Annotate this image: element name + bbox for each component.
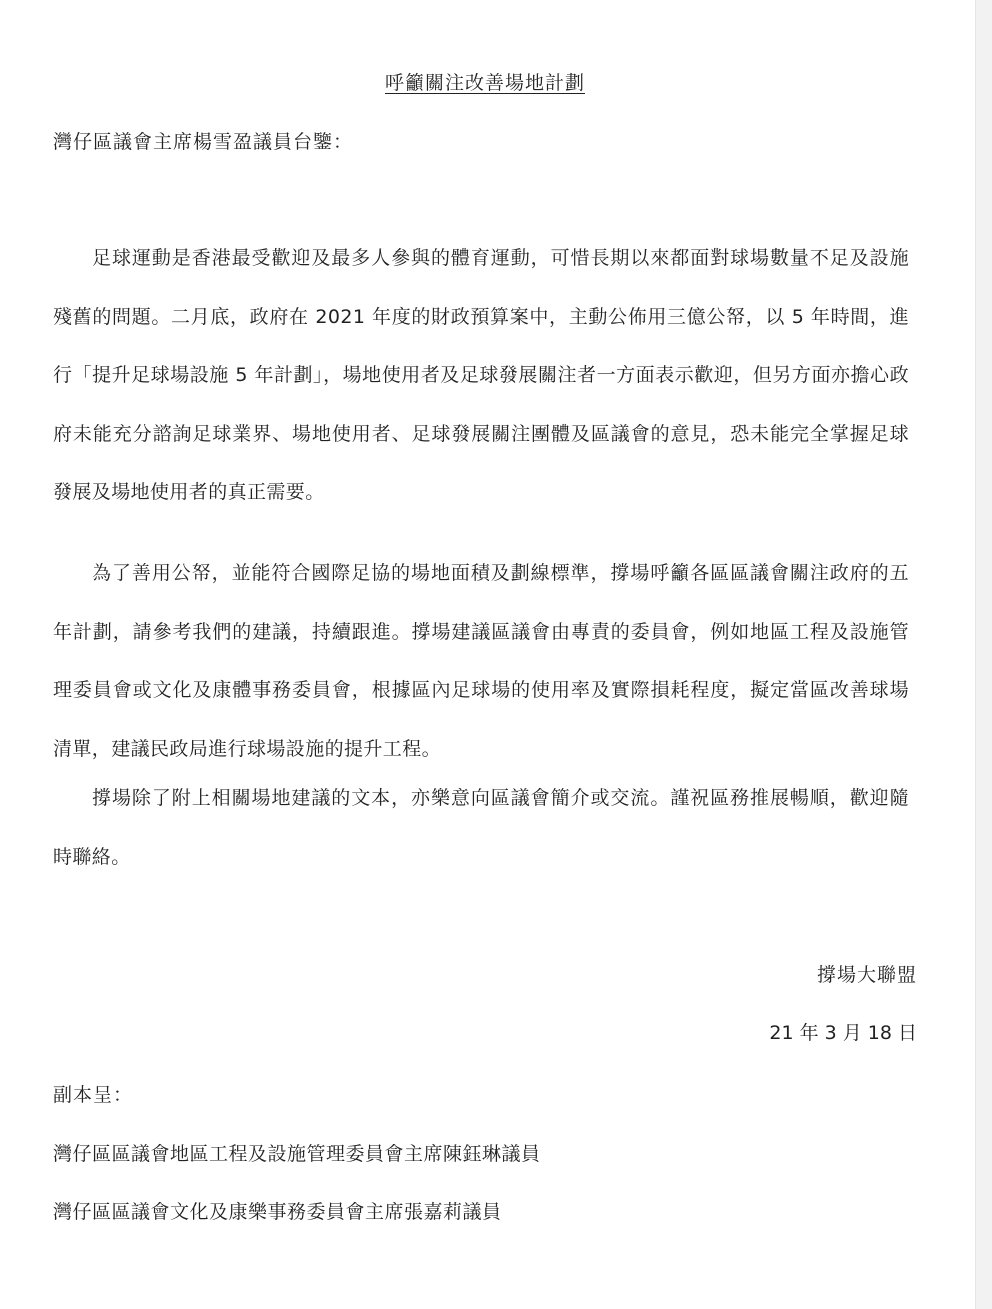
letter-salutation: 灣仔區議會主席楊雪盈議員台鑒： [53, 131, 354, 153]
signature-date: 21 年 3 月 18 日 [769, 1022, 917, 1044]
paragraph-2 [53, 544, 909, 778]
paragraph-line: 時聯絡。 [53, 845, 131, 868]
paragraph-line: 發展及場地使用者的真正需要。 [53, 481, 325, 503]
paragraph-3 [53, 769, 909, 886]
paragraph-line: 行「提升足球場設施 5 年計劃」，場地使用者及足球發展關注者一方面表示歡迎，但另方面亦擔心政 [53, 364, 909, 386]
letter-title-text: 呼籲關注改善場地計劃 [384, 72, 585, 94]
cc-label: 副本呈： [53, 1084, 134, 1106]
paragraph-line: 府未能充分諮詢足球業界、場地使用者、足球發展關注團體及區議會的意見，恐未能完全掌握足球 [53, 422, 909, 445]
paragraph-line: 為了善用公帑，並能符合國際足協的場地面積及劃線標準，撐場呼籲各區區議會關注政府的五 [92, 562, 909, 584]
paragraph-line: 殘舊的問題。二月底，政府在 2021 年度的財政預算案中，主動公佈用三億公帑，以 5 年時間，進 [53, 305, 909, 328]
signature-organization: 撐場大聯盟 [816, 964, 917, 986]
paragraph-line: 年計劃，請參考我們的建議，持續跟進。撐場建議區議會由專責的委員會，例如地區工程及設施管 [53, 620, 909, 643]
cc-recipient: 灣仔區區議會文化及康樂事務委員會主席張嘉莉議員 [53, 1201, 502, 1223]
paragraph-line: 足球運動是香港最受歡迎及最多人參與的體育運動，可惜長期以來都面對球場數量不足及設施 [92, 247, 909, 269]
cc-recipient: 灣仔區區議會地區工程及設施管理委員會主席陳鈺琳議員 [53, 1143, 541, 1165]
paragraph-line: 理委員會或文化及康體事務委員會，根據區內足球場的使用率及實際損耗程度，擬定當區改善球場 [53, 679, 909, 701]
scrollbar-track[interactable] [975, 0, 992, 1309]
letter-title [0, 69, 970, 97]
paragraph-line: 清單，建議民政局進行球場設施的提升工程。 [53, 737, 442, 760]
paragraph-1 [53, 229, 909, 522]
paragraph-line: 撐場除了附上相關場地建議的文本，亦樂意向區議會簡介或交流。謹祝區務推展暢順，歡迎隨 [92, 787, 909, 809]
